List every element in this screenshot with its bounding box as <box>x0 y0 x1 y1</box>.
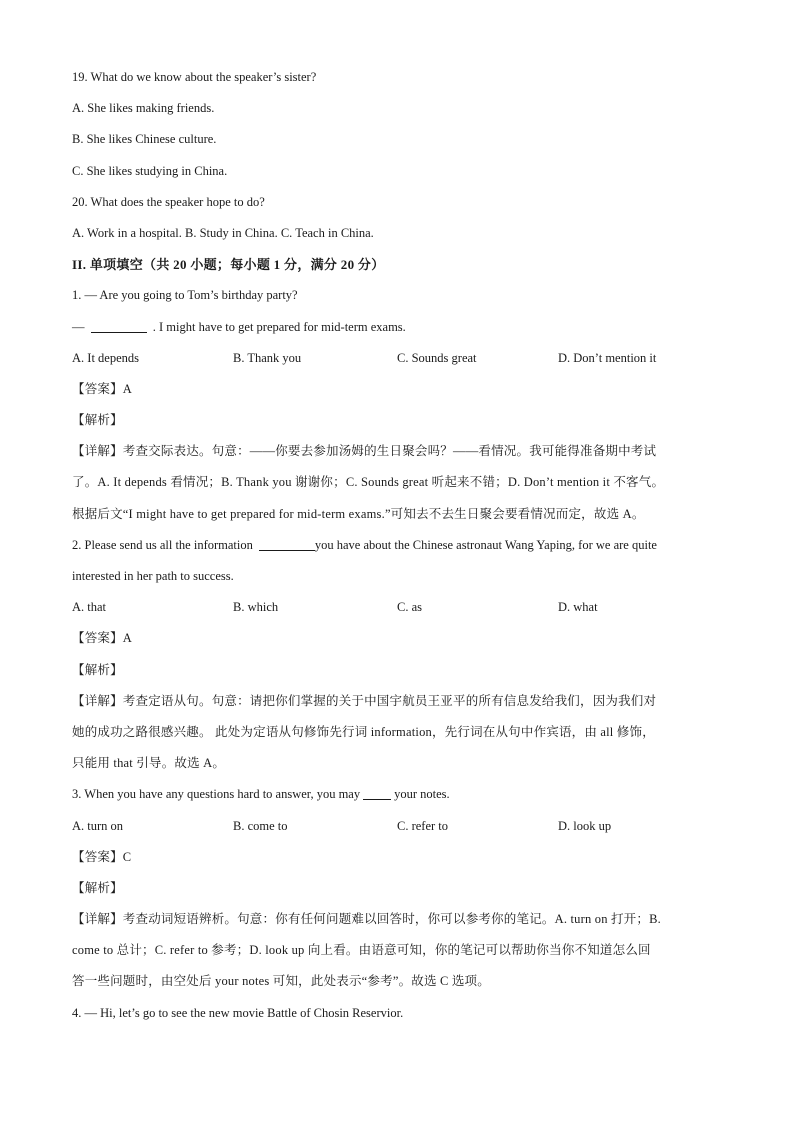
option-a: A. that <box>72 600 107 615</box>
answer-blank <box>91 318 147 333</box>
question-2-options <box>72 592 722 623</box>
reply-text: . I might have to get prepared for mid-term exams. <box>152 319 406 334</box>
option-a: A. It depends <box>72 350 139 365</box>
detail-text: 了。A. It depends 看情况；B. Thank you 谢谢你；C. Sounds great 听起来不错；D. Don’t mention it 不客气。 <box>72 475 665 490</box>
question-1-reply <box>72 312 722 343</box>
detail-text: 她的成功之路很感兴趣。 此处为定语从句修饰先行词 information，先行词在从句中作宾语，由 all 修饰， <box>72 724 655 739</box>
detail-text: 根据后文“I might have to get prepared for mid-term exams.”可知去不去生日聚会要看情况而定，故选 A。 <box>72 506 645 521</box>
option-d: D. look up <box>558 818 612 833</box>
stem-text: 3. When you have any questions hard to answer, you may <box>72 787 361 802</box>
answer-label: 【答案】A <box>72 631 133 646</box>
document-page <box>72 62 722 1029</box>
question-3-options <box>72 811 722 842</box>
detail-text: 【详解】考查动词短语辨析。句意：你有任何问题难以回答时，你可以参考你的笔记。A. turn on 打开；B. <box>72 912 661 927</box>
question-1-options <box>72 343 722 374</box>
option-d: D. Don’t mention it <box>558 350 657 365</box>
option-b: B. come to <box>233 818 288 833</box>
reply-dash: — <box>72 319 85 334</box>
answer-label: 【答案】A <box>72 381 133 396</box>
option-19a: A. She likes making friends. <box>72 101 215 116</box>
analysis-label: 【解析】 <box>72 880 123 895</box>
answer-blank <box>363 785 391 800</box>
detail-text: 答一些问题时，由空处后 your notes 可知，此处表示“参考”。故选 C 选项。 <box>72 974 490 989</box>
option-c: C. as <box>397 600 422 615</box>
options-20: A. Work in a hospital. B. Study in China. C. Teach in China. <box>72 225 374 240</box>
detail-text: come to 总计；C. refer to 参考；D. look up 向上看。由语意可知，你的笔记可以帮助你当你不知道怎么回 <box>72 943 651 958</box>
stem-text: 2. Please send us all the information <box>72 537 253 552</box>
analysis-label: 【解析】 <box>72 413 123 428</box>
option-c: C. refer to <box>397 818 449 833</box>
question-2-stem-continued: interested in her path to success. <box>72 569 234 583</box>
analysis-label: 【解析】 <box>72 662 123 677</box>
section-title: II. 单项填空（共 20 小题；每小题 1 分，满分 20 分） <box>72 257 385 273</box>
option-19b: B. She likes Chinese culture. <box>72 132 217 147</box>
stem-text: you have about the Chinese astronaut Wang Yaping, for we are quite <box>314 537 657 552</box>
option-d: D. what <box>558 600 598 615</box>
option-b: B. which <box>233 600 279 615</box>
answer-blank <box>259 536 315 551</box>
option-a: A. turn on <box>72 818 124 833</box>
stem-text: your notes. <box>394 787 450 802</box>
detail-text: 只能用 that 引导。故选 A。 <box>72 756 226 771</box>
option-c: C. Sounds great <box>397 350 477 365</box>
question-1-stem: 1. — Are you going to Tom’s birthday party? <box>72 288 298 303</box>
question-20: 20. What does the speaker hope to do? <box>72 194 265 209</box>
question-19: 19. What do we know about the speaker’s sister? <box>72 70 317 84</box>
detail-text: 【详解】考查定语从句。句意：请把你们掌握的关于中国宇航员王亚平的所有信息发给我们，因为我们对 <box>72 693 657 708</box>
answer-label: 【答案】C <box>72 849 132 864</box>
option-b: B. Thank you <box>233 350 302 365</box>
question-4-stem: 4. — Hi, let’s go to see the new movie Battle of Chosin Reservior. <box>72 1005 404 1020</box>
detail-text: 【详解】考查交际表达。句意：——你要去参加汤姆的生日聚会吗？——看情况。我可能得准备期中考试 <box>72 444 657 459</box>
question-2-stem <box>72 530 722 561</box>
option-19c: C. She likes studying in China. <box>72 163 228 178</box>
question-3-stem <box>72 779 722 810</box>
